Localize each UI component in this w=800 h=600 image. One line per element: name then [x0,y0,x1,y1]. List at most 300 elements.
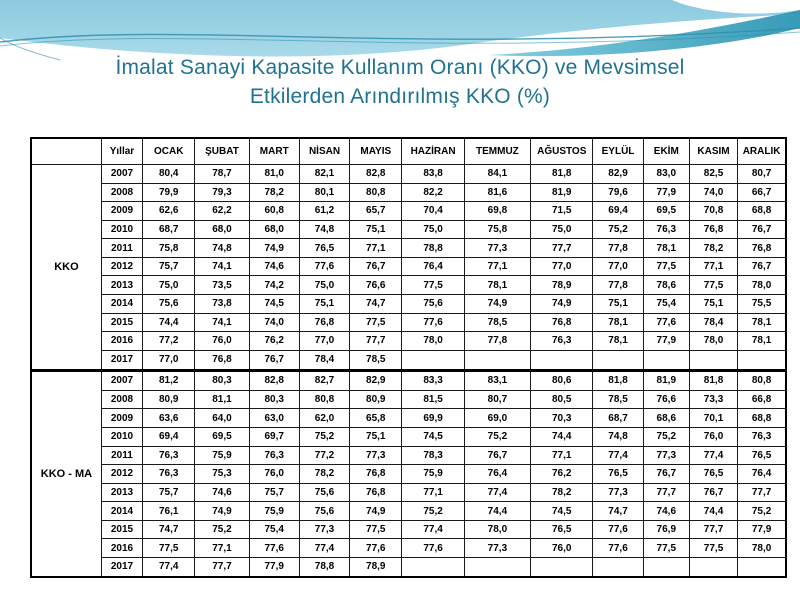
value-cell: 77,5 [643,539,689,558]
value-cell: 77,4 [143,557,195,577]
value-cell: 77,1 [350,239,402,258]
value-cell: 68,7 [593,409,643,428]
value-cell: 77,4 [464,483,530,502]
value-cell: 74,9 [464,294,530,313]
value-cell: 80,9 [350,390,402,409]
value-cell: 77,5 [643,257,689,276]
value-cell: 77,6 [643,313,689,332]
month-header-cell: OCAK [143,138,195,165]
value-cell: 75,1 [593,294,643,313]
table-row [31,539,786,558]
value-cell: 77,9 [249,557,299,577]
value-cell: 76,7 [738,220,786,239]
value-cell: 76,7 [689,483,737,502]
value-cell: 78,5 [464,313,530,332]
value-cell: 64,0 [195,409,249,428]
year-cell: 2009 [101,409,142,428]
table-row [31,390,786,409]
value-cell: 77,4 [689,446,737,465]
value-cell: 69,4 [143,427,195,446]
value-cell: 74,0 [689,183,737,202]
value-cell: 76,7 [738,257,786,276]
value-cell: 75,7 [143,257,195,276]
year-cell: 2016 [101,332,142,351]
value-cell: 78,0 [689,332,737,351]
value-cell: 76,7 [249,350,299,370]
value-cell [402,557,464,577]
value-cell: 77,6 [593,539,643,558]
value-cell: 75,6 [402,294,464,313]
value-cell: 77,3 [643,446,689,465]
value-cell: 74,4 [531,427,593,446]
value-cell: 76,8 [299,313,349,332]
value-cell: 76,3 [643,220,689,239]
value-cell: 75,9 [249,502,299,521]
value-cell: 79,9 [143,183,195,202]
year-cell: 2012 [101,257,142,276]
value-cell: 81,8 [531,165,593,184]
value-cell: 69,5 [195,427,249,446]
month-header-cell: NİSAN [299,138,349,165]
table-row [31,465,786,484]
value-cell [643,350,689,370]
value-cell: 78,0 [402,332,464,351]
value-cell: 76,9 [643,520,689,539]
value-cell: 78,1 [593,313,643,332]
value-cell: 60,8 [249,202,299,221]
value-cell: 75,0 [143,276,195,295]
value-cell: 75,9 [195,446,249,465]
value-cell: 69,4 [593,202,643,221]
value-cell: 80,8 [738,370,786,390]
value-cell: 82,8 [350,165,402,184]
value-cell: 76,3 [531,332,593,351]
value-cell: 63,0 [249,409,299,428]
value-cell: 77,7 [643,483,689,502]
value-cell: 77,8 [464,332,530,351]
value-cell: 62,2 [195,202,249,221]
value-cell [593,350,643,370]
value-cell: 78,1 [464,276,530,295]
month-header-cell: HAZİRAN [402,138,464,165]
value-cell: 80,1 [299,183,349,202]
month-header-cell: KASIM [689,138,737,165]
value-cell: 71,5 [531,202,593,221]
value-cell: 77,7 [689,520,737,539]
year-cell: 2014 [101,502,142,521]
value-cell: 74,0 [249,313,299,332]
value-cell: 76,4 [738,465,786,484]
value-cell: 77,1 [464,257,530,276]
month-header-cell: ARALIK [738,138,786,165]
month-header-cell: ŞUBAT [195,138,249,165]
value-cell: 83,8 [402,165,464,184]
value-cell: 75,0 [531,220,593,239]
value-cell: 75,1 [299,294,349,313]
value-cell: 68,0 [249,220,299,239]
value-cell: 81,9 [531,183,593,202]
value-cell: 76,5 [593,465,643,484]
value-cell: 62,0 [299,409,349,428]
value-cell: 78,4 [689,313,737,332]
value-cell: 77,4 [593,446,643,465]
value-cell: 75,2 [195,520,249,539]
table-row [31,294,786,313]
value-cell: 74,8 [299,220,349,239]
value-cell: 76,5 [738,446,786,465]
value-cell: 74,7 [143,520,195,539]
year-cell: 2015 [101,313,142,332]
value-cell: 75,0 [299,276,349,295]
month-header-cell: MART [249,138,299,165]
value-cell: 80,3 [249,390,299,409]
slide-title-line1: İmalat Sanayi Kapasite Kullanım Oranı (KKO) ve Mevsimsel [115,56,685,79]
corner-cell [31,138,101,165]
value-cell: 79,6 [593,183,643,202]
year-cell: 2016 [101,539,142,558]
value-cell: 81,8 [689,370,737,390]
month-header-cell: AĞUSTOS [531,138,593,165]
value-cell: 81,1 [195,390,249,409]
slide-title [0,54,800,112]
value-cell: 76,8 [738,239,786,258]
value-cell: 69,7 [249,427,299,446]
value-cell: 80,6 [531,370,593,390]
value-cell: 68,8 [738,202,786,221]
value-cell: 82,7 [299,370,349,390]
value-cell: 80,9 [143,390,195,409]
value-cell: 77,5 [402,276,464,295]
table-row [31,332,786,351]
value-cell: 78,8 [299,557,349,577]
table-row [31,446,786,465]
value-cell: 80,8 [350,183,402,202]
value-cell: 77,4 [299,539,349,558]
value-cell: 77,7 [195,557,249,577]
table-row [31,183,786,202]
value-cell: 75,6 [299,502,349,521]
value-cell: 77,3 [464,239,530,258]
value-cell: 76,2 [531,465,593,484]
value-cell: 78,2 [689,239,737,258]
value-cell: 65,7 [350,202,402,221]
value-cell: 68,6 [643,409,689,428]
value-cell: 75,4 [249,520,299,539]
value-cell: 77,9 [738,520,786,539]
value-cell: 78,2 [299,465,349,484]
value-cell: 74,6 [249,257,299,276]
value-cell: 76,1 [143,502,195,521]
value-cell: 68,7 [143,220,195,239]
value-cell: 74,4 [464,502,530,521]
value-cell: 74,9 [350,502,402,521]
value-cell: 76,8 [350,483,402,502]
value-cell: 74,4 [143,313,195,332]
year-cell: 2017 [101,350,142,370]
value-cell: 74,2 [249,276,299,295]
value-cell: 75,2 [593,220,643,239]
value-cell: 76,4 [402,257,464,276]
value-cell: 65,8 [350,409,402,428]
month-header-cell: EYLÜL [593,138,643,165]
value-cell: 77,3 [350,446,402,465]
value-cell [689,350,737,370]
value-cell: 74,5 [531,502,593,521]
value-cell: 76,7 [464,446,530,465]
value-cell: 76,8 [531,313,593,332]
value-cell: 83,3 [402,370,464,390]
value-cell: 74,7 [350,294,402,313]
value-cell: 78,0 [738,539,786,558]
value-cell: 74,8 [195,239,249,258]
table-body [31,165,786,578]
value-cell: 77,1 [402,483,464,502]
year-cell: 2014 [101,294,142,313]
section-label-cell: KKO - MA [31,370,101,577]
value-cell: 70,1 [689,409,737,428]
value-cell: 76,2 [249,332,299,351]
year-cell: 2010 [101,427,142,446]
year-cell: 2013 [101,483,142,502]
value-cell: 74,7 [593,502,643,521]
value-cell: 78,2 [249,183,299,202]
value-cell: 62,6 [143,202,195,221]
value-cell: 68,0 [195,220,249,239]
value-cell: 75,7 [143,483,195,502]
value-cell: 69,8 [464,202,530,221]
value-cell: 75,2 [402,502,464,521]
value-cell: 76,4 [464,465,530,484]
value-cell: 74,9 [249,239,299,258]
value-cell: 76,0 [689,427,737,446]
value-cell: 75,8 [464,220,530,239]
slide-title-line2: Etkilerden Arındırılmış KKO (%) [249,84,551,108]
value-cell: 74,1 [195,313,249,332]
value-cell: 77,8 [593,276,643,295]
value-cell: 80,7 [464,390,530,409]
value-cell: 76,3 [738,427,786,446]
value-cell: 77,9 [643,183,689,202]
value-cell: 74,9 [195,502,249,521]
value-cell: 75,7 [249,483,299,502]
value-cell: 77,6 [402,539,464,558]
value-cell: 81,5 [402,390,464,409]
value-cell: 77,7 [738,483,786,502]
value-cell: 78,8 [402,239,464,258]
value-cell: 75,2 [738,502,786,521]
value-cell: 77,5 [689,539,737,558]
value-cell: 74,6 [643,502,689,521]
value-cell: 74,9 [531,294,593,313]
value-cell [531,350,593,370]
table-row [31,220,786,239]
value-cell: 74,6 [195,483,249,502]
value-cell: 73,3 [689,390,737,409]
table-row [31,557,786,577]
value-cell: 75,6 [143,294,195,313]
value-cell: 77,6 [402,313,464,332]
value-cell: 78,1 [738,332,786,351]
table-row [31,165,786,184]
value-cell: 82,8 [249,370,299,390]
value-cell: 78,0 [738,276,786,295]
value-cell: 76,7 [350,257,402,276]
value-cell: 81,2 [143,370,195,390]
value-cell: 83,0 [643,165,689,184]
value-cell: 75,9 [402,465,464,484]
value-cell: 76,6 [643,390,689,409]
table-row [31,427,786,446]
year-cell: 2011 [101,239,142,258]
value-cell [689,557,737,577]
value-cell: 77,7 [350,332,402,351]
value-cell: 80,4 [143,165,195,184]
value-cell: 77,6 [350,539,402,558]
value-cell: 81,0 [249,165,299,184]
table-row [31,276,786,295]
value-cell: 74,8 [593,427,643,446]
value-cell: 75,1 [350,427,402,446]
value-cell: 78,9 [531,276,593,295]
year-cell: 2012 [101,465,142,484]
value-cell: 78,0 [464,520,530,539]
value-cell: 77,3 [464,539,530,558]
table-row [31,239,786,258]
year-header-cell: Yıllar [101,138,142,165]
value-cell: 77,0 [299,332,349,351]
value-cell: 80,7 [738,165,786,184]
value-cell: 80,8 [299,390,349,409]
table-row [31,409,786,428]
value-cell: 74,4 [689,502,737,521]
value-cell: 78,7 [195,165,249,184]
value-cell: 77,9 [643,332,689,351]
value-cell: 63,6 [143,409,195,428]
value-cell: 76,8 [195,350,249,370]
value-cell: 76,0 [249,465,299,484]
value-cell: 77,6 [249,539,299,558]
value-cell: 77,1 [531,446,593,465]
table-row [31,350,786,370]
table-row [31,257,786,276]
year-cell: 2008 [101,183,142,202]
value-cell: 74,5 [402,427,464,446]
value-cell: 75,8 [143,239,195,258]
value-cell: 69,0 [464,409,530,428]
year-cell: 2007 [101,370,142,390]
value-cell: 69,9 [402,409,464,428]
value-cell: 75,2 [299,427,349,446]
month-header-cell: TEMMUZ [464,138,530,165]
value-cell: 77,2 [299,446,349,465]
value-cell: 75,1 [350,220,402,239]
value-cell: 78,1 [593,332,643,351]
value-cell: 77,2 [143,332,195,351]
value-cell [464,557,530,577]
value-cell: 79,3 [195,183,249,202]
table-row [31,313,786,332]
table-row [31,202,786,221]
value-cell: 81,9 [643,370,689,390]
value-cell: 77,3 [299,520,349,539]
value-cell: 82,1 [299,165,349,184]
value-cell: 82,9 [593,165,643,184]
table-row [31,370,786,390]
value-cell: 68,8 [738,409,786,428]
value-cell: 77,0 [531,257,593,276]
value-cell [593,557,643,577]
value-cell: 81,8 [593,370,643,390]
value-cell: 76,3 [143,465,195,484]
value-cell: 78,1 [643,239,689,258]
value-cell: 75,6 [299,483,349,502]
value-cell: 77,5 [350,520,402,539]
value-cell: 80,5 [531,390,593,409]
value-cell: 76,3 [249,446,299,465]
value-cell: 76,0 [195,332,249,351]
value-cell: 75,1 [689,294,737,313]
value-cell: 76,8 [689,220,737,239]
value-cell: 76,7 [643,465,689,484]
year-cell: 2008 [101,390,142,409]
value-cell [738,557,786,577]
value-cell [464,350,530,370]
value-cell: 76,0 [531,539,593,558]
value-cell: 82,5 [689,165,737,184]
value-cell: 66,7 [738,183,786,202]
value-cell: 70,8 [689,202,737,221]
value-cell: 83,1 [464,370,530,390]
value-cell: 77,1 [689,257,737,276]
value-cell: 78,4 [299,350,349,370]
value-cell: 75,2 [464,427,530,446]
year-cell: 2010 [101,220,142,239]
value-cell: 75,4 [643,294,689,313]
value-cell: 78,6 [643,276,689,295]
year-cell: 2007 [101,165,142,184]
value-cell: 77,0 [143,350,195,370]
value-cell: 81,6 [464,183,530,202]
value-cell: 77,4 [402,520,464,539]
value-cell: 73,8 [195,294,249,313]
value-cell: 77,5 [350,313,402,332]
value-cell: 78,3 [402,446,464,465]
kko-data-table-container [30,137,787,578]
kko-data-table [30,137,787,578]
year-cell: 2011 [101,446,142,465]
table-row [31,483,786,502]
value-cell: 75,5 [738,294,786,313]
value-cell: 77,5 [689,276,737,295]
month-header-cell: MAYIS [350,138,402,165]
value-cell: 69,5 [643,202,689,221]
value-cell: 73,5 [195,276,249,295]
value-cell: 76,5 [299,239,349,258]
section-label-cell: KKO [31,165,101,371]
value-cell [402,350,464,370]
value-cell: 74,5 [249,294,299,313]
table-row [31,502,786,521]
value-cell: 70,3 [531,409,593,428]
value-cell: 77,0 [593,257,643,276]
value-cell: 75,2 [643,427,689,446]
year-cell: 2015 [101,520,142,539]
value-cell: 66,8 [738,390,786,409]
value-cell: 82,9 [350,370,402,390]
value-cell: 76,5 [531,520,593,539]
value-cell: 77,6 [299,257,349,276]
value-cell: 76,3 [143,446,195,465]
